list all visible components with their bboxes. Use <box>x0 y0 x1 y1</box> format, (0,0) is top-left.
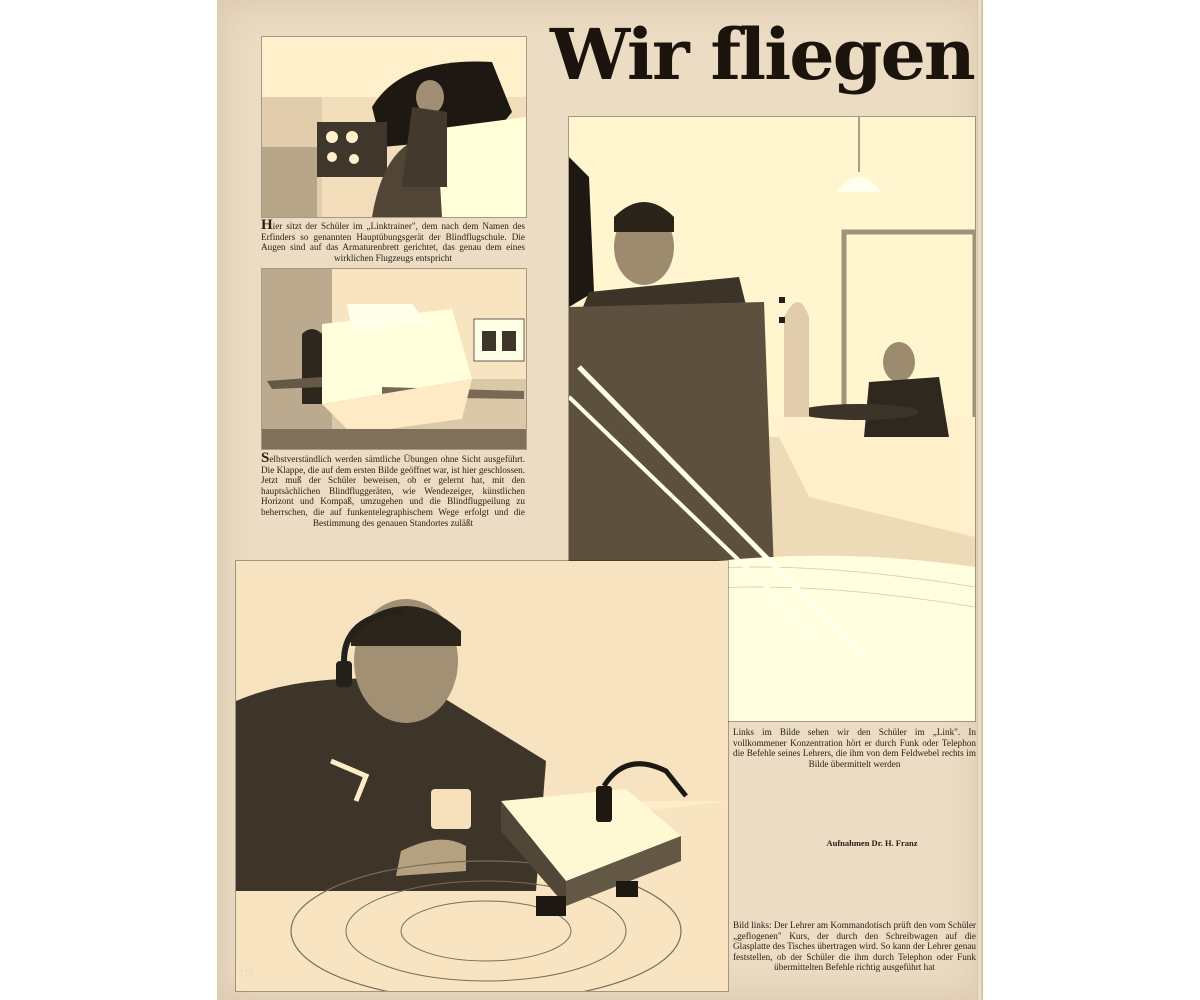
caption-initial-s: S <box>261 450 270 466</box>
photo-linktrainer-closed <box>261 268 527 450</box>
caption-link-scene: Links im Bilde sehen wir den Schüler im „Link". In vollkommener Konzentration hört er durch Funk oder Telephon die Befehle seines Lehrers, die ihm von dem Feldwebel rechts im Bilde übermittelt werden <box>733 727 976 769</box>
photo-linktrainer-open <box>261 36 527 218</box>
magazine-page <box>217 0 983 1000</box>
photo-teacher-table <box>235 560 729 992</box>
caption-linktrainer-text: ier sitzt der Schüler im „Linktrainer", dem nach dem Namen des Erfinders so genannten Hauptübungsgerät der Blindflugschule. Die Augen sind auf das Armaturenbrett gerichtet, das genau dem eines wirklichen Flugzeugs entspricht <box>261 221 525 263</box>
caption-closed-hatch <box>261 450 525 528</box>
caption-linktrainer <box>261 217 525 263</box>
caption-initial: H <box>261 217 273 233</box>
page-edge <box>977 0 983 1000</box>
page-number: 110 <box>239 968 254 979</box>
photo-credit: Aufnahmen Dr. H. Franz <box>826 838 918 848</box>
caption-closed-hatch-text: elbstverständlich werden sämtliche Übungen ohne Sicht ausgeführt. Die Klappe, die auf dem ersten Bilde geöffnet war, ist hier geschlossen. Jetzt muß der Schüler beweisen, ob er gelernt hat, mit den hauptsächlichen Blindfluggeräten, wie Wendezeiger, künstlichen Horizont und Kompaß, umzugehen und die Blindflugpeilung zu beherrschen, die auf funkentelegraphischem Wege erfolgt und die Bestimmung des genauen Standortes zuläßt <box>261 454 525 528</box>
caption-teacher-table: Bild links: Der Lehrer am Kommandotisch prüft den vom Schüler „geflogenen" Kurs, der durch den Schreibwagen auf die Glasplatte des Tisches übertragen wird. So kann der Lehrer genau feststellen, ob der Schüler die ihm durch Telephon oder Funk übermittelten Befehle richtig ausgeführt hat <box>733 920 976 973</box>
headline: Wir fliegen <box>550 13 974 96</box>
